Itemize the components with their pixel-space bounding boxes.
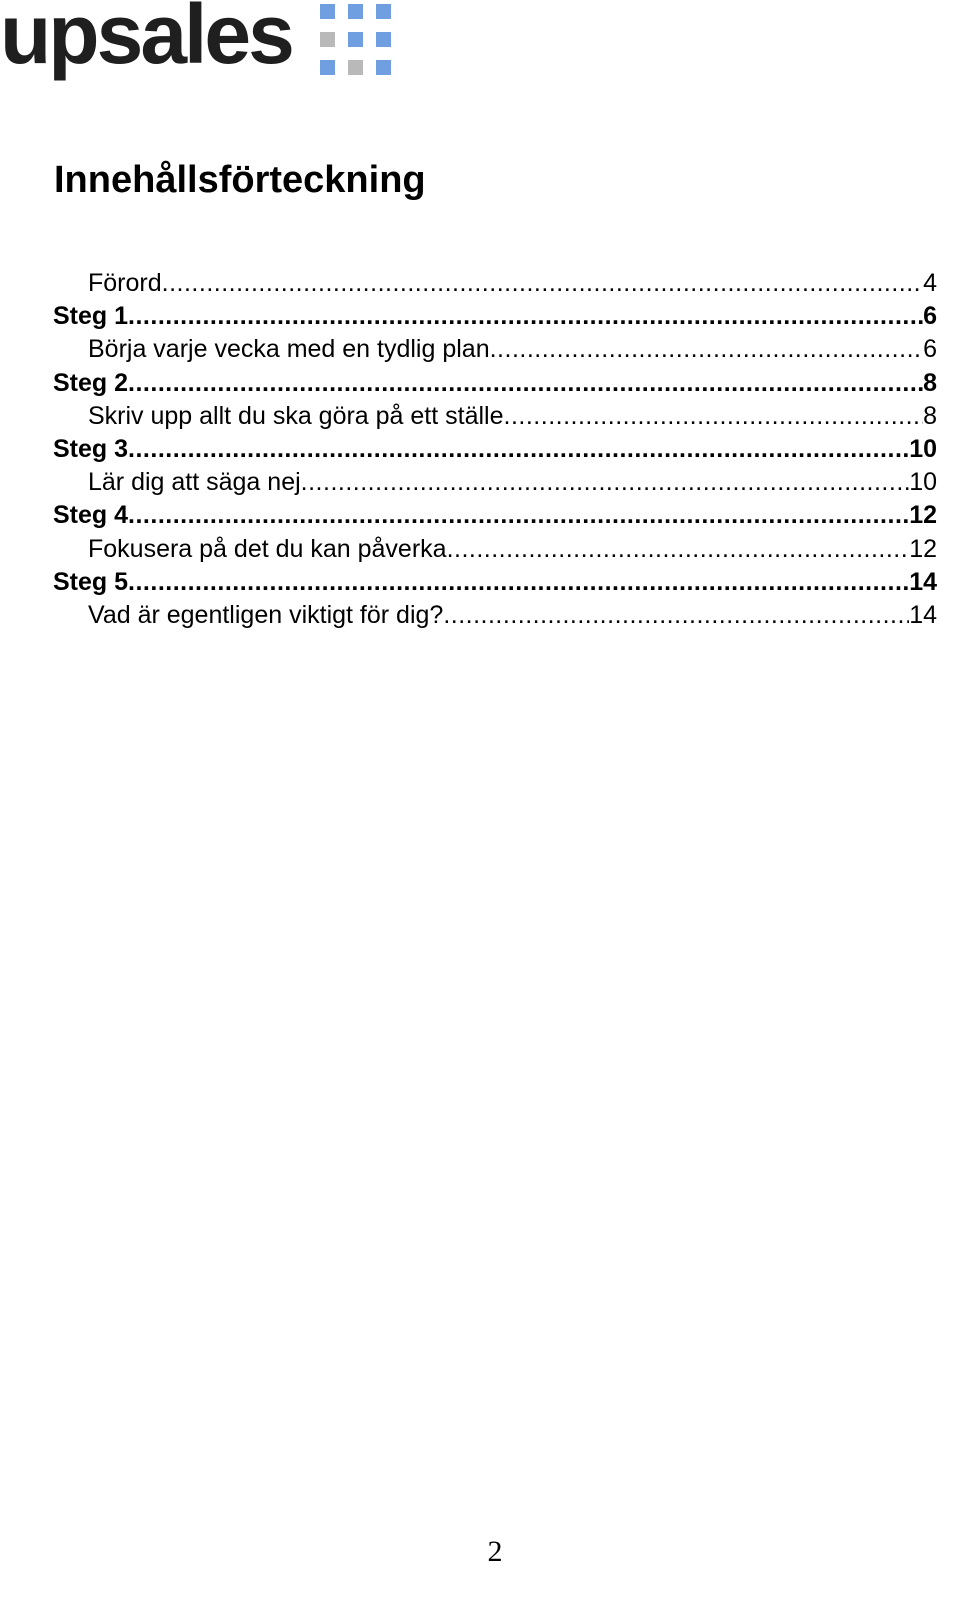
- toc-entry-page: 12: [909, 501, 937, 530]
- toc-entry-line: [53, 433, 937, 466]
- logo-square: [320, 4, 335, 19]
- toc-entry-label: Steg 1: [53, 302, 129, 331]
- toc-entry-label: Steg 2: [53, 368, 129, 397]
- logo-square: [320, 60, 335, 75]
- toc-entry-page: 6: [923, 335, 937, 364]
- toc-entry-page: 14: [909, 600, 937, 629]
- toc-entry-chapter[interactable]: [0, 367, 960, 400]
- toc-entry-line: [88, 333, 937, 366]
- logo-grid-icon: [320, 4, 392, 76]
- toc-dot-leader: [301, 466, 910, 499]
- logo-square: [320, 32, 335, 47]
- toc-entry-line: [53, 300, 937, 333]
- toc-dot-leader: [447, 533, 910, 566]
- page-title: Innehållsförteckning: [54, 159, 426, 201]
- toc-entry-section[interactable]: [0, 400, 960, 433]
- toc-entry-chapter[interactable]: [0, 433, 960, 466]
- toc-entry-label: Steg 5: [53, 567, 129, 596]
- toc-entry-line: [88, 400, 937, 433]
- toc-dot-leader: [128, 367, 923, 400]
- toc-entry-section[interactable]: [0, 599, 960, 632]
- toc-entry-section[interactable]: [0, 267, 960, 300]
- toc-entry-label: Fokusera på det du kan påverka: [88, 534, 447, 563]
- toc-dot-leader: [504, 400, 924, 433]
- toc-entry-page: 4: [923, 269, 937, 297]
- toc-entry-line: [53, 499, 937, 532]
- logo-square: [348, 32, 363, 47]
- toc-entry-line: [88, 267, 937, 300]
- toc-dot-leader: [162, 267, 923, 300]
- toc-dot-leader: [128, 499, 909, 532]
- toc-entry-chapter[interactable]: [0, 566, 960, 599]
- toc-entry-line: [88, 533, 937, 566]
- toc-entry-line: [53, 566, 937, 599]
- toc-dot-leader: [443, 599, 909, 632]
- toc-entry-line: [88, 599, 937, 632]
- toc-entry-label: Steg 3: [53, 434, 129, 463]
- logo-wordmark: upsales: [0, 0, 292, 81]
- toc-entry-page: 14: [909, 567, 937, 596]
- toc-entry-label: Steg 4: [53, 501, 129, 530]
- toc-entry-line: [88, 466, 937, 499]
- logo-square: [376, 4, 391, 19]
- toc-entry-chapter[interactable]: [0, 499, 960, 532]
- toc-dot-leader: [128, 433, 909, 466]
- toc-entry-page: 6: [923, 302, 937, 331]
- toc-entry-section[interactable]: [0, 533, 960, 566]
- toc-entry-label: Skriv upp allt du ska göra på ett ställe: [88, 401, 504, 430]
- toc-dot-leader: [128, 300, 923, 333]
- logo-square: [376, 60, 391, 75]
- toc-entry-page: 8: [923, 368, 937, 397]
- upsales-logo: [0, 0, 410, 92]
- toc-entry-page: 10: [909, 468, 937, 497]
- toc-entry-label: Börja varje vecka med en tydlig plan: [88, 335, 490, 364]
- logo-square: [376, 32, 391, 47]
- toc-dot-leader: [490, 333, 923, 366]
- toc-entry-line: [53, 367, 937, 400]
- page-number: 2: [487, 1535, 503, 1568]
- logo-square: [348, 4, 363, 19]
- toc-entry-page: 8: [923, 401, 937, 430]
- table-of-contents: [0, 267, 960, 632]
- toc-entry-page: 10: [909, 434, 937, 463]
- toc-entry-section[interactable]: [0, 466, 960, 499]
- toc-dot-leader: [128, 566, 909, 599]
- toc-entry-section[interactable]: [0, 333, 960, 366]
- toc-entry-chapter[interactable]: [0, 300, 960, 333]
- toc-entry-label: Vad är egentligen viktigt för dig?: [88, 600, 444, 629]
- toc-entry-page: 12: [909, 534, 937, 563]
- logo-square: [348, 60, 363, 75]
- toc-entry-label: Förord: [88, 269, 162, 297]
- toc-entry-label: Lär dig att säga nej: [88, 468, 301, 497]
